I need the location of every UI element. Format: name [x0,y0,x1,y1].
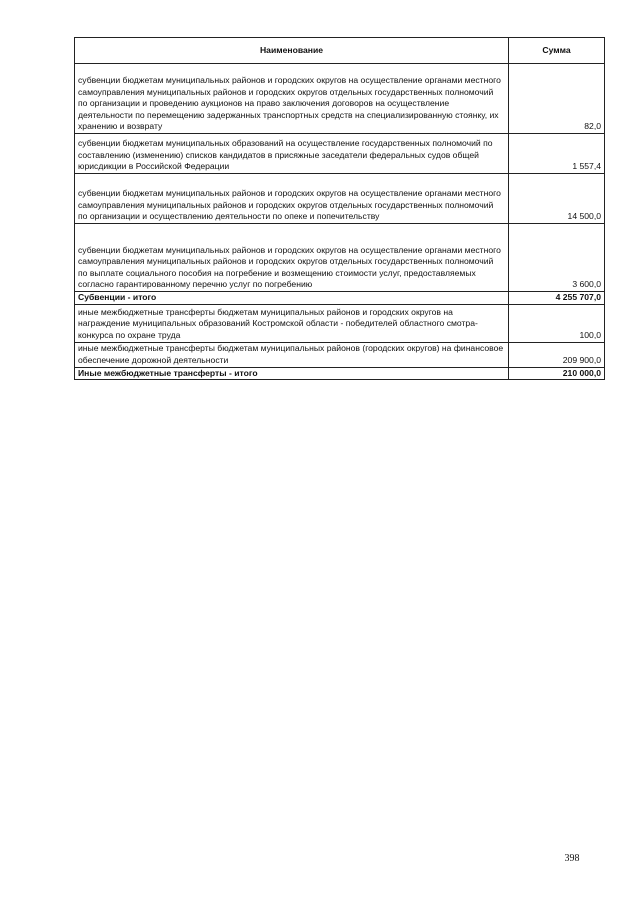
row-name: Субвенции - итого [75,292,509,305]
row-name: субвенции бюджетам муниципальных образований на осуществление государственных полномочий по составлению (изменению) списков кандидатов в присяжные заседатели федеральных судов общей юрисдикции в Российской Федерации [75,134,509,174]
row-name: субвенции бюджетам муниципальных районов и городских округов на осуществление органами местного самоуправления муниципальных районов и городских округов отдельных государственных полномочий по организации и осуществлению деятельности по опеке и попечительству [75,174,509,224]
table-total-row [75,367,605,380]
table-header-row [75,38,605,64]
table-row [75,304,605,342]
row-name: Иные межбюджетные трансферты - итого [75,367,509,380]
row-sum: 1 557,4 [509,134,605,174]
row-name: субвенции бюджетам муниципальных районов и городских округов на осуществление органами местного самоуправления муниципальных районов и городских округов отдельных государственных полномочий по выплате социального пособия на погребение и возмещению стоимости услуг, предоставляемых согласно гарантированному перечню услуг по погребению [75,224,509,292]
table-row [75,64,605,134]
row-sum: 3 600,0 [509,224,605,292]
row-sum: 209 900,0 [509,342,605,367]
row-name: субвенции бюджетам муниципальных районов и городских округов на осуществление органами местного самоуправления муниципальных районов и городских округов отдельных государственных полномочий по организации и проведению аукционов на право заключения договоров на осуществление деятельности по перемещению задержанных транспортных средств на специализированную стоянку, их хранению и возврату [75,64,509,134]
row-sum: 82,0 [509,64,605,134]
row-name: иные межбюджетные трансферты бюджетам муниципальных районов и городских округов на награждение муниципальных образований Костромской области - победителей областного смотра-конкурса по охране труда [75,304,509,342]
table-row [75,174,605,224]
table-row [75,134,605,174]
row-name: иные межбюджетные трансферты бюджетам муниципальных районов (городских округов) на финансовое обеспечение дорожной деятельности [75,342,509,367]
row-sum: 14 500,0 [509,174,605,224]
page-number: 398 [564,853,580,864]
column-header-sum: Сумма [509,38,605,64]
row-sum: 100,0 [509,304,605,342]
table-total-row [75,292,605,305]
budget-table [74,37,605,380]
row-sum: 4 255 707,0 [509,292,605,305]
row-sum: 210 000,0 [509,367,605,380]
table-row [75,342,605,367]
table-row [75,224,605,292]
column-header-name: Наименование [75,38,509,64]
